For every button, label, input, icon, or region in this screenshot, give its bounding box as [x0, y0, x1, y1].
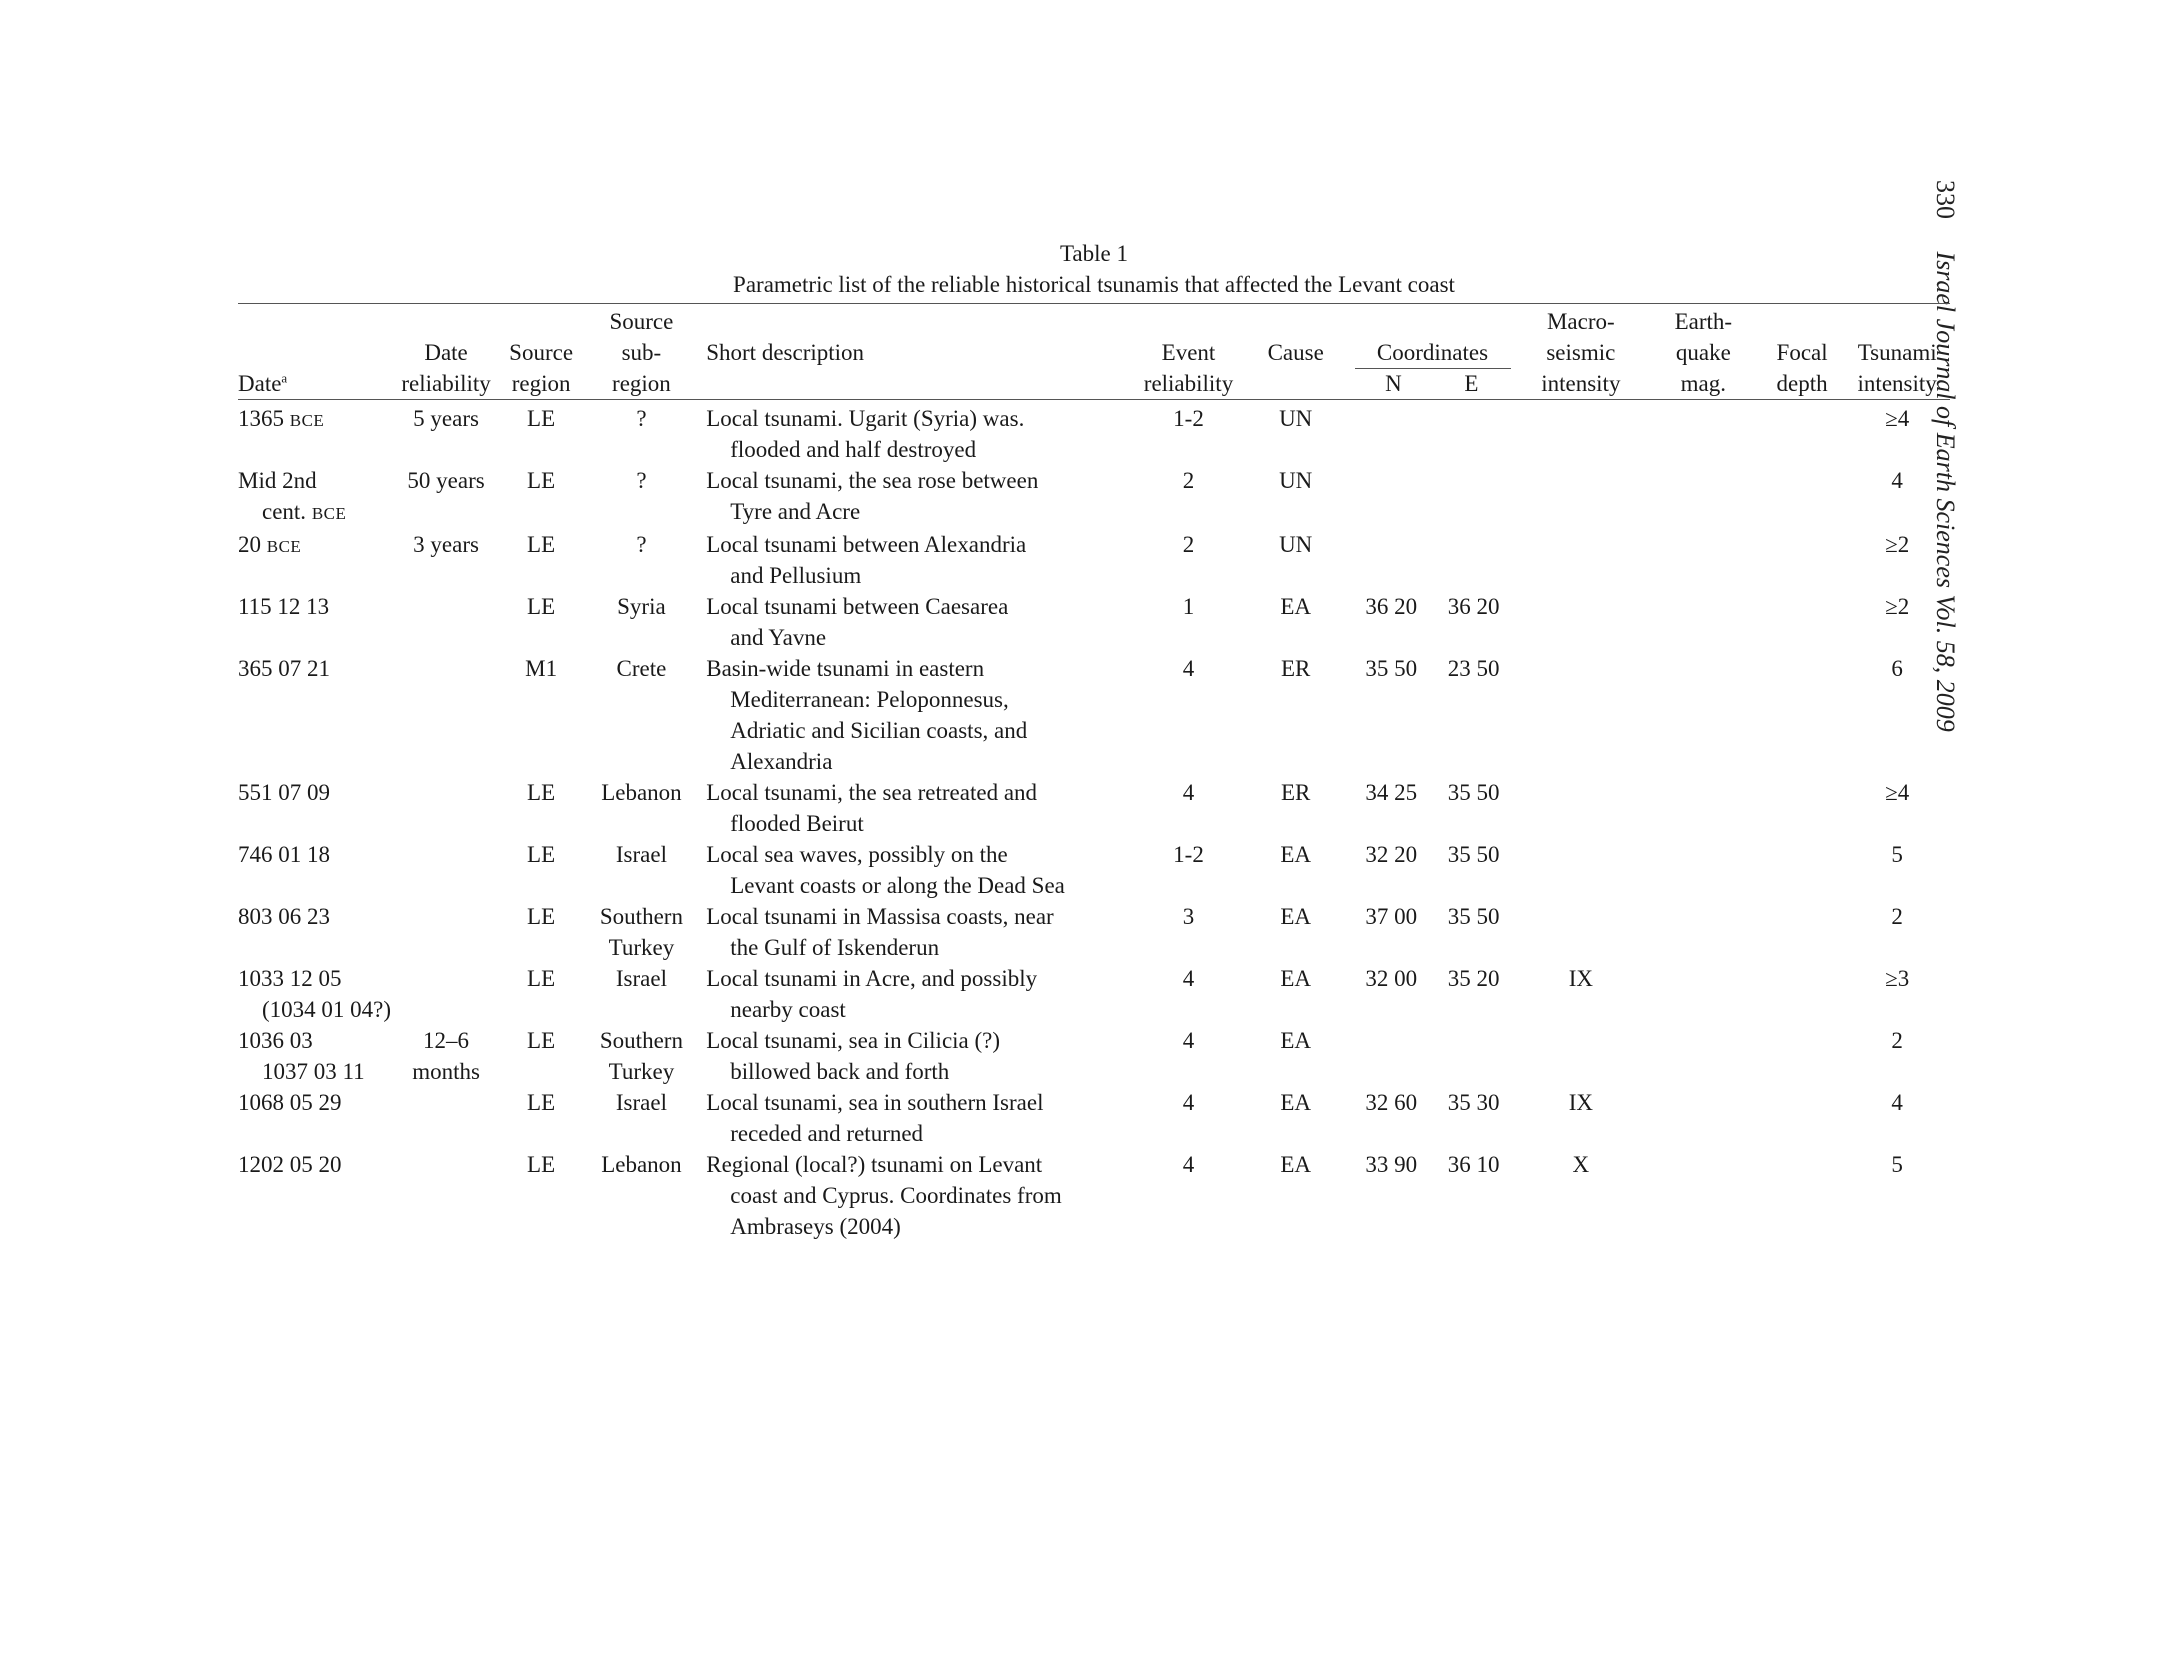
table-row	[238, 529, 1950, 591]
cell-event-reliability: 4	[1182, 1152, 1195, 1177]
header-coord-n: N	[1385, 371, 1402, 396]
cell-tsunami-intensity: ≥2	[1885, 532, 1910, 557]
cell-cause: UN	[1279, 406, 1313, 431]
cell-tsunami-intensity: 2	[1891, 904, 1903, 929]
cell-coord-n: 32 60	[1365, 1090, 1418, 1115]
cell-coord-e: 35 30	[1447, 1090, 1500, 1115]
header-cause: Cause	[1267, 340, 1324, 365]
cell-date-reliability: 5 years	[413, 406, 479, 431]
cell-coord-n: 32 20	[1365, 842, 1418, 867]
cell-macroseismic	[1515, 839, 1647, 901]
table-row	[238, 963, 1950, 1025]
cell-short-description: Regional (local?) tsunami on Levant coast and Cyprus. Coordinates from Ambraseys (2004)	[706, 1152, 1062, 1239]
cell-source-subregion: ?	[636, 532, 647, 557]
cell-date-reliability	[399, 1087, 494, 1149]
cell-source-subregion: ?	[636, 468, 647, 493]
page-number: 330	[1931, 180, 1960, 219]
cell-coord-e	[1432, 399, 1514, 465]
cell-date-reliability	[399, 839, 494, 901]
cell-source-subregion: Southern Turkey	[599, 1028, 683, 1084]
cell-short-description: Local tsunami, the sea retreated and flooded Beirut	[706, 780, 1038, 836]
cell-source-region: M1	[525, 656, 558, 681]
cell-eq-mag	[1647, 839, 1760, 901]
cell-date: 1033 12 05 (1034 01 04?)	[238, 966, 392, 1022]
header-coord-e: E	[1464, 371, 1479, 396]
table-row	[238, 1149, 1950, 1242]
cell-tsunami-intensity: 5	[1891, 842, 1903, 867]
cell-source-subregion: Lebanon	[601, 780, 682, 805]
cell-coord-e: 35 50	[1447, 780, 1500, 805]
cell-eq-mag	[1647, 1149, 1760, 1242]
cell-eq-mag	[1647, 399, 1760, 465]
cell-cause: EA	[1280, 966, 1312, 991]
cell-tsunami-intensity: 5	[1891, 1152, 1903, 1177]
cell-cause: ER	[1280, 780, 1311, 805]
cell-coord-n: 32 00	[1365, 966, 1418, 991]
cell-coord-n: 36 20	[1365, 594, 1418, 619]
cell-tsunami-intensity: ≥4	[1885, 780, 1910, 805]
table-row	[238, 1087, 1950, 1149]
tsunami-table	[238, 303, 1950, 1242]
cell-eq-mag	[1647, 1087, 1760, 1149]
cell-coord-e	[1432, 1025, 1514, 1087]
cell-event-reliability: 4	[1182, 656, 1195, 681]
cell-cause: EA	[1280, 1090, 1312, 1115]
cell-date: 746 01 18	[238, 842, 330, 867]
cell-coord-n	[1350, 399, 1432, 465]
cell-focal-depth	[1760, 653, 1844, 777]
cell-event-reliability: 4	[1182, 966, 1195, 991]
cell-focal-depth	[1760, 465, 1844, 529]
cell-source-region: LE	[527, 966, 556, 991]
table-body	[238, 399, 1950, 1242]
cell-macroseismic	[1515, 529, 1647, 591]
header-row	[238, 303, 1950, 399]
cell-source-region: LE	[527, 1152, 556, 1177]
cell-macroseismic	[1515, 653, 1647, 777]
cell-tsunami-intensity: 2	[1891, 1028, 1903, 1053]
cell-source-subregion: Southern Turkey	[599, 904, 683, 960]
cell-event-reliability: 3	[1182, 904, 1195, 929]
header-date: Date$^a$	[238, 370, 288, 396]
cell-macroseismic: X	[1572, 1152, 1590, 1177]
cell-short-description: Local tsunami. Ugarit (Syria) was. flooded and half destroyed	[706, 406, 1025, 462]
cell-focal-depth	[1760, 399, 1844, 465]
cell-coord-e	[1432, 465, 1514, 529]
cell-source-region: LE	[527, 842, 556, 867]
header-macroseismic: Macro- seismic intensity	[1541, 309, 1621, 396]
cell-focal-depth	[1760, 1087, 1844, 1149]
table-row	[238, 653, 1950, 777]
cell-focal-depth	[1760, 901, 1844, 963]
cell-eq-mag	[1647, 591, 1760, 653]
cell-short-description: Local tsunami in Massisa coasts, near the Gulf of Iskenderun	[706, 904, 1054, 960]
cell-source-region: LE	[527, 1028, 556, 1053]
cell-event-reliability: 2	[1182, 468, 1195, 493]
header-focal-depth: Focal depth	[1776, 340, 1828, 396]
table-row	[238, 901, 1950, 963]
cell-date: 551 07 09	[238, 780, 330, 805]
cell-coord-e: 23 50	[1447, 656, 1500, 681]
cell-coord-e: 35 20	[1447, 966, 1500, 991]
cell-source-subregion: ?	[636, 406, 647, 431]
header-short-description: Short description	[706, 340, 865, 365]
table-row	[238, 1025, 1950, 1087]
cell-focal-depth	[1760, 529, 1844, 591]
cell-cause: EA	[1280, 1028, 1312, 1053]
cell-tsunami-intensity: ≥3	[1885, 966, 1910, 991]
cell-coord-e: 35 50	[1447, 904, 1500, 929]
cell-short-description: Local tsunami in Acre, and possibly nearby coast	[706, 966, 1038, 1022]
cell-tsunami-intensity: ≥4	[1885, 406, 1910, 431]
cell-macroseismic: IX	[1568, 1090, 1593, 1115]
cell-cause: EA	[1280, 1152, 1312, 1177]
cell-date-reliability	[399, 901, 494, 963]
header-coordinates: Coordinates N E	[1350, 303, 1515, 399]
cell-date: Mid 2nd cent. BCE	[238, 468, 347, 524]
cell-event-reliability: 2	[1182, 532, 1195, 557]
cell-short-description: Local sea waves, possibly on the Levant coasts or along the Dead Sea	[706, 842, 1065, 898]
cell-short-description: Local tsunami, sea in southern Israel receded and returned	[706, 1090, 1044, 1146]
cell-event-reliability: 1-2	[1173, 842, 1204, 867]
cell-eq-mag	[1647, 653, 1760, 777]
table-row	[238, 591, 1950, 653]
cell-macroseismic	[1515, 399, 1647, 465]
cell-date-reliability	[399, 963, 494, 1025]
table-title: Parametric list of the reliable historical tsunamis that affected the Levant coast	[733, 272, 1455, 297]
table-row	[238, 465, 1950, 529]
table-row	[238, 399, 1950, 465]
cell-macroseismic	[1515, 777, 1647, 839]
cell-macroseismic	[1515, 901, 1647, 963]
cell-source-region: LE	[527, 780, 556, 805]
cell-macroseismic	[1515, 591, 1647, 653]
cell-short-description: Local tsunami, sea in Cilicia (?) billowed back and forth	[706, 1028, 1001, 1084]
cell-date: 1068 05 29	[238, 1090, 342, 1115]
cell-eq-mag	[1647, 777, 1760, 839]
cell-coord-n	[1350, 465, 1432, 529]
cell-cause: EA	[1280, 594, 1312, 619]
header-source-region: Source region	[509, 340, 574, 396]
cell-event-reliability: 4	[1182, 1090, 1195, 1115]
cell-source-region: LE	[527, 406, 556, 431]
header-eq-mag: Earth- quake mag.	[1674, 309, 1733, 396]
cell-event-reliability: 1	[1182, 594, 1195, 619]
cell-eq-mag	[1647, 963, 1760, 1025]
cell-source-region: LE	[527, 532, 556, 557]
cell-source-subregion: Crete	[616, 656, 667, 681]
cell-cause: EA	[1280, 842, 1312, 867]
cell-eq-mag	[1647, 529, 1760, 591]
cell-focal-depth	[1760, 839, 1844, 901]
cell-macroseismic	[1515, 465, 1647, 529]
cell-event-reliability: 1-2	[1173, 406, 1204, 431]
cell-cause: UN	[1279, 468, 1313, 493]
cell-date: 115 12 13	[238, 594, 330, 619]
header-event-reliability: Event reliability	[1143, 340, 1234, 396]
cell-short-description: Local tsunami between Alexandria and Pellusium	[706, 532, 1027, 588]
cell-date-reliability	[399, 653, 494, 777]
cell-date: 1036 03 1037 03 11	[238, 1028, 365, 1084]
cell-coord-e	[1432, 529, 1514, 591]
cell-focal-depth	[1760, 1025, 1844, 1087]
header-source-subregion: Source sub- region	[609, 309, 674, 396]
cell-tsunami-intensity: ≥2	[1885, 594, 1910, 619]
table-label: Table 1	[1059, 241, 1128, 266]
cell-focal-depth	[1760, 777, 1844, 839]
cell-date: 365 07 21	[238, 656, 330, 681]
cell-source-subregion: Syria	[617, 594, 666, 619]
cell-macroseismic	[1515, 1025, 1647, 1087]
journal-title: Israel Journal of Earth Sciences Vol. 58, 2009	[1931, 251, 1960, 732]
header-tsunami-intensity: Tsunami intensity	[1857, 340, 1937, 396]
cell-source-subregion: Israel	[615, 1090, 667, 1115]
cell-coord-n: 35 50	[1365, 656, 1418, 681]
cell-source-region: LE	[527, 594, 556, 619]
cell-date-reliability	[399, 1149, 494, 1242]
cell-coord-n: 34 25	[1365, 780, 1418, 805]
cell-date: 1365 BCE	[238, 406, 325, 431]
header-date-reliability: Date reliability	[401, 340, 491, 396]
cell-focal-depth	[1760, 963, 1844, 1025]
cell-event-reliability: 4	[1182, 1028, 1195, 1053]
table-row	[238, 777, 1950, 839]
cell-tsunami-intensity: 4	[1891, 1090, 1903, 1115]
cell-date: 20 BCE	[238, 532, 302, 557]
cell-eq-mag	[1647, 1025, 1760, 1087]
cell-cause: ER	[1280, 656, 1311, 681]
cell-short-description: Local tsunami, the sea rose between Tyre and Acre	[706, 468, 1039, 524]
cell-coord-n	[1350, 1025, 1432, 1087]
cell-event-reliability: 4	[1182, 780, 1195, 805]
cell-source-subregion: Israel	[615, 842, 667, 867]
cell-date: 1202 05 20	[238, 1152, 342, 1177]
cell-tsunami-intensity: 6	[1891, 656, 1903, 681]
cell-short-description: Local tsunami between Caesarea and Yavne	[706, 594, 1009, 650]
cell-source-subregion: Lebanon	[601, 1152, 682, 1177]
cell-cause: EA	[1280, 904, 1312, 929]
cell-tsunami-intensity: 4	[1891, 468, 1903, 493]
cell-coord-e: 35 50	[1447, 842, 1500, 867]
cell-source-region: LE	[527, 904, 556, 929]
cell-date-reliability: 50 years	[407, 468, 485, 493]
cell-source-region: LE	[527, 1090, 556, 1115]
cell-coord-e: 36 20	[1447, 594, 1500, 619]
cell-eq-mag	[1647, 901, 1760, 963]
table-caption	[238, 238, 1950, 300]
cell-focal-depth	[1760, 1149, 1844, 1242]
cell-focal-depth	[1760, 591, 1844, 653]
cell-date-reliability: 3 years	[413, 532, 479, 557]
table-row	[238, 839, 1950, 901]
cell-coord-e: 36 10	[1447, 1152, 1500, 1177]
cell-eq-mag	[1647, 465, 1760, 529]
cell-cause: UN	[1279, 532, 1313, 557]
cell-date-reliability: 12–6 months	[412, 1028, 480, 1084]
cell-coord-n	[1350, 529, 1432, 591]
cell-date-reliability	[399, 777, 494, 839]
cell-short-description: Basin-wide tsunami in eastern Mediterranean: Peloponnesus, Adriatic and Sicilian coasts, and Alexandria	[706, 656, 1028, 774]
cell-coord-n: 33 90	[1365, 1152, 1418, 1177]
cell-date: 803 06 23	[238, 904, 330, 929]
cell-macroseismic: IX	[1568, 966, 1593, 991]
cell-source-region: LE	[527, 468, 556, 493]
cell-coord-n: 37 00	[1365, 904, 1418, 929]
cell-date-reliability	[399, 591, 494, 653]
cell-source-subregion: Israel	[615, 966, 667, 991]
